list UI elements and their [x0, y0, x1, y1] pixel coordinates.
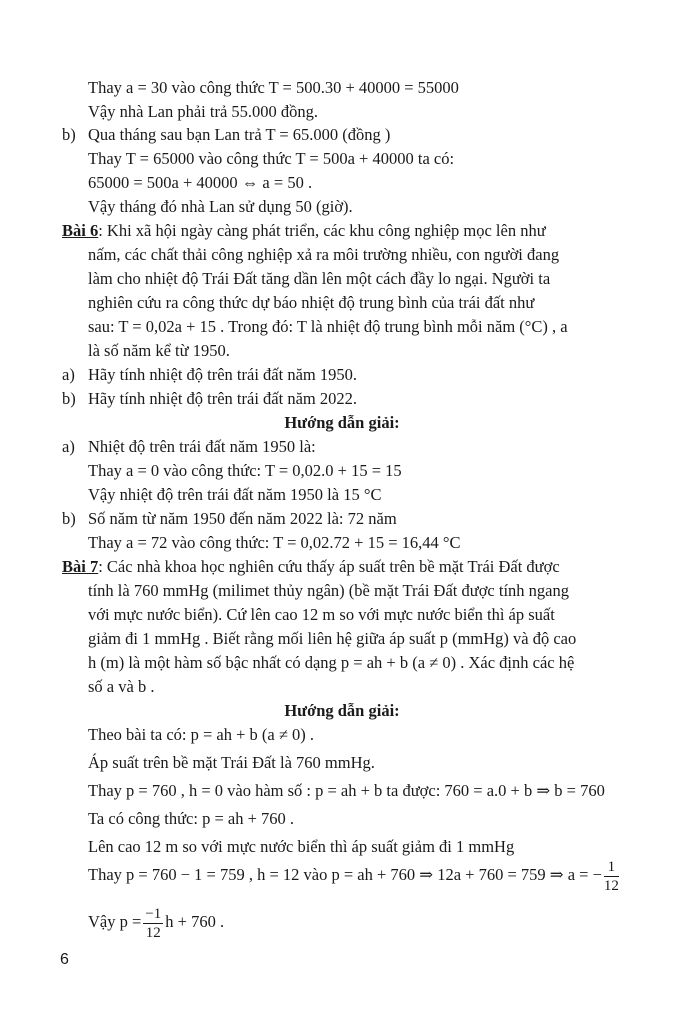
text-line: Số năm từ năm 1950 đến năm 2022 là: 72 năm: [88, 509, 397, 528]
item-label: b): [62, 125, 76, 144]
text-line: nghiên cứu ra công thức dự báo nhiệt độ trung bình của trái đất như: [88, 293, 535, 312]
exercise-6-line: [62, 220, 546, 242]
text-line: Vậy nhà Lan phải trả 55.000 đồng.: [88, 102, 319, 121]
text-line: Nhiệt độ trên trái đất năm 1950 là:: [88, 437, 316, 456]
fraction: [604, 858, 619, 895]
section-heading: Hướng dẫn giải:: [284, 413, 400, 432]
text-line: Qua tháng sau bạn Lan trả T = 65.000 (đồng ): [88, 125, 391, 144]
text-line: Ta có công thức: p = ah + 760 .: [88, 809, 295, 828]
item-label: b): [62, 389, 76, 408]
numerator: −1: [145, 905, 162, 922]
text-line: Thay a = 0 vào công thức: T = 0,02.0 + 15 = 15: [88, 461, 402, 480]
item-label: a): [62, 437, 75, 456]
text-line: tính là 760 mmHg (milimet thủy ngân) (bề mặt Trái Đất được tính ngang: [88, 581, 569, 600]
numerator: 1: [604, 858, 619, 877]
text-line: Theo bài ta có: p = ah + b (a ≠ 0) .: [88, 725, 315, 744]
equation-line: 65000 = 500a + 40000 ⇔ a = 50 .: [88, 173, 313, 192]
text-line: làm cho nhiệt độ Trái Đất tăng dần lên một cách đầy lo ngại. Người ta: [88, 269, 551, 288]
text-span: Thay p = 760 − 1 = 759 , h = 12 vào p = ah + 760 ⇒ 12a + 760 = 759 ⇒ a = −: [88, 865, 602, 884]
text-line: Thay T = 65000 vào công thức T = 500a + 40000 ta có:: [88, 149, 455, 168]
exercise-label: Bài 7: [62, 557, 99, 576]
item-label: b): [62, 509, 76, 528]
exercise-7-line: [62, 556, 560, 578]
denominator: 12: [603, 877, 619, 894]
text-line: Thay a = 72 vào công thức: T = 0,02.72 + 15 = 16,44 °C: [88, 533, 461, 552]
page-number: 6: [60, 951, 69, 968]
exercise-label: Bài 6: [62, 221, 99, 240]
text-line: giảm đi 1 mmHg . Biết rằng mối liên hệ giữa áp suất p (mmHg) và độ cao: [88, 629, 577, 648]
text-line: Thay p = 760 , h = 0 vào hàm số : p = ah + b ta được: 760 = a.0 + b ⇒ b = 760: [88, 781, 605, 800]
text-line: Hãy tính nhiệt độ trên trái đất năm 1950.: [88, 365, 357, 384]
item-label: a): [62, 365, 75, 384]
text-line: Vậy nhiệt độ trên trái đất năm 1950 là 15 °C: [88, 485, 382, 504]
text-line: Áp suất trên bề mặt Trái Đất là 760 mmHg.: [88, 753, 375, 772]
text-line: nấm, các chất thải công nghiệp xả ra môi trường nhiều, con người đang: [88, 245, 560, 264]
text-span: h + 760 .: [165, 912, 225, 931]
text-line: Thay a = 30 vào công thức T = 500.30 + 40000 = 55000: [88, 78, 459, 97]
text-line: h (m) là một hàm số bậc nhất có dạng p = ah + b (a ≠ 0) . Xác định các hệ: [88, 653, 575, 672]
text-line: Vậy tháng đó nhà Lan sử dụng 50 (giờ).: [88, 197, 353, 216]
text-span: Vậy p =: [88, 912, 142, 931]
text-span: : Khi xã hội ngày càng phát triển, các khu công nghiệp mọc lên như: [98, 221, 546, 240]
equation-line: [88, 902, 224, 942]
text-span: : Các nhà khoa học nghiên cứu thấy áp suất trên bề mặt Trái Đất được: [98, 557, 560, 576]
text-line: sau: T = 0,02a + 15 . Trong đó: T là nhiệt độ trung bình mỗi năm (°C) , a: [88, 317, 568, 336]
equation-line: [88, 855, 621, 895]
text-line: Hãy tính nhiệt độ trên trái đất năm 2022.: [88, 389, 357, 408]
text-line: số a và b .: [88, 677, 155, 696]
fraction: [143, 905, 163, 942]
text-line: Lên cao 12 m so với mực nước biển thì áp suất giảm đi 1 mmHg: [88, 837, 515, 856]
denominator: 12: [145, 924, 161, 941]
section-heading: Hướng dẫn giải:: [284, 701, 400, 720]
text-line: với mực nước biển). Cứ lên cao 12 m so với mực nước biển thì áp suất: [88, 605, 555, 624]
text-line: là số năm kể từ 1950.: [88, 341, 230, 360]
